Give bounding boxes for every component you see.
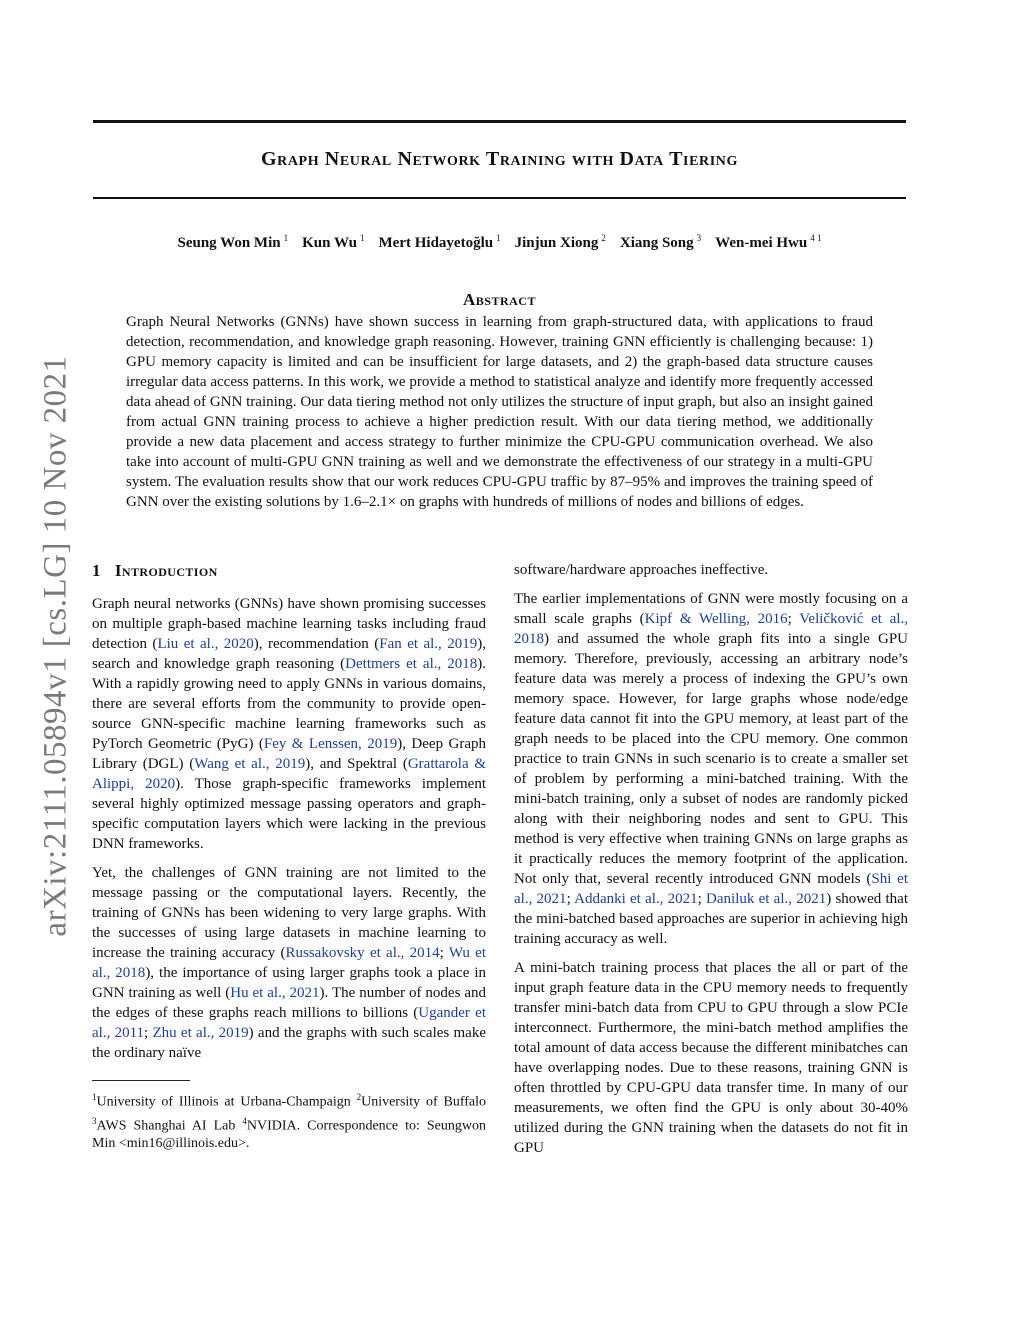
body-text: software/hardware approaches ineffective. bbox=[514, 562, 769, 578]
body-text: ). With a rapidly growing need to apply GNNs in various domains, there are several efforts from the community to provide open-source GNN-specific machine learning frameworks such as PyTorch Geometric (PyG) ( bbox=[92, 656, 486, 752]
paper-title: Graph Neural Network Training with Data Tiering bbox=[260, 148, 738, 170]
arxiv-watermark: arXiv:2111.05894v1 [cs.LG] 10 Nov 2021 bbox=[37, 355, 74, 937]
author bbox=[302, 235, 364, 251]
author-name: Kun Wu bbox=[302, 235, 358, 251]
citation-link[interactable]: Grattarola & Alippi, 2020 bbox=[92, 756, 487, 792]
title-bottom-rule bbox=[93, 197, 906, 199]
author-affiliation: 4 1 bbox=[810, 233, 822, 243]
citation-link[interactable]: Daniluk et al., 2021 bbox=[706, 891, 827, 907]
body-text: ) showed that the mini-batched based approaches are superior in achieving high training accuracy as well. bbox=[514, 891, 908, 947]
citation-link[interactable]: Fan et al., 2019 bbox=[379, 636, 478, 652]
citation-link[interactable]: Liu et al., 2020 bbox=[157, 636, 254, 652]
body-text: ), the importance of using larger graphs took a place in GNN training as well ( bbox=[92, 965, 486, 1001]
body-text: A mini-batch training process that places the all or part of the input graph feature data in the CPU memory needs to frequently transfer mini-batch data from CPU to GPU through a slow PCIe interconnect. Furthermore, the mini-batch method amplifies the total amount of data access because the different minibatches can have overlapping nodes. Due to these reasons, training GNN is often throttled by CPU-GPU data transfer time. In many of our measurements, we often find the GPU is only about 30-40% utilized during the GNN training when the datasets do not fit in GPU bbox=[514, 960, 908, 1156]
citation-link[interactable]: Shi et al., 2021 bbox=[514, 871, 909, 907]
intro-paragraph bbox=[92, 594, 486, 854]
author-name: Wen-mei Hwu bbox=[715, 235, 808, 251]
intro-paragraph bbox=[92, 863, 486, 1063]
author-affiliation: 1 bbox=[360, 233, 365, 243]
author-affiliation: 3 bbox=[696, 233, 702, 243]
citation-link[interactable]: Hu et al., 2021 bbox=[230, 985, 320, 1001]
section-title: Introduction bbox=[114, 561, 218, 580]
citation-link[interactable]: Veličković et al., 2018 bbox=[514, 611, 909, 647]
author-affiliation: 1 bbox=[283, 233, 289, 243]
citation-link[interactable]: Ugander et al., 2011 bbox=[92, 1005, 486, 1041]
affiliation-footnote: $^1$University of Illinois at Urbana-Champaign $^2$University of Buffalo $^3$AWS Shanghai AI Lab $^4$NVIDIA. Correspondence to: Seungwon Min <min16@illinois.edu>. bbox=[92, 1092, 487, 1152]
intro-paragraph bbox=[514, 589, 908, 949]
author bbox=[379, 235, 501, 251]
citation-link[interactable]: Dettmers et al., 2018 bbox=[345, 656, 478, 672]
citation-link[interactable]: Russakovsky et al., 2014 bbox=[285, 945, 440, 961]
author-list bbox=[93, 233, 906, 252]
intro-paragraph bbox=[514, 958, 908, 1158]
citation-link[interactable]: Fey & Lenssen, 2019 bbox=[263, 736, 398, 752]
title-top-rule bbox=[93, 120, 906, 123]
citation-link[interactable]: Wu et al., 2018 bbox=[92, 945, 487, 981]
citation-link[interactable]: Wang et al., 2019 bbox=[194, 756, 306, 772]
body-text: ). Those graph-specific frameworks implement several highly optimized message passing operators and graph-specific computation layers which were lacking in the previous DNN frameworks. bbox=[92, 776, 486, 852]
body-text: ), and Spektral ( bbox=[305, 756, 408, 772]
author-affiliation: 2 bbox=[601, 233, 606, 243]
body-text: Graph neural networks (GNNs) have shown promising successes on multiple graph-based machine learning tasks including fraud detection ( bbox=[92, 596, 486, 652]
section-heading bbox=[92, 561, 486, 581]
intro-paragraph bbox=[514, 560, 908, 580]
author bbox=[515, 235, 606, 251]
abstract-heading: Abstract bbox=[463, 290, 536, 309]
body-text: ; bbox=[144, 1025, 153, 1041]
author-name: Mert Hidayetoğlu bbox=[378, 235, 494, 251]
body-text: The earlier implementations of GNN were mostly focusing on a small scale graphs ( bbox=[514, 591, 908, 627]
body-text: ; bbox=[697, 891, 707, 907]
body-text: ). The number of nodes and the edges of these graphs reach millions to billions ( bbox=[92, 985, 487, 1021]
section-number: 1 bbox=[92, 561, 101, 580]
author-name: Xiang Song bbox=[619, 235, 694, 251]
author-name: Seung Won Min bbox=[177, 235, 281, 251]
abstract-text: Graph Neural Networks (GNNs) have shown success in learning from graph-structured data, with applications to fraud detection, recommendation, and knowledge graph reasoning. However, training GNN efficiently is challenging because: 1) GPU memory capacity is limited and can be insufficient for large datasets, and 2) the graph-based data structure causes irregular data access patterns. In this work, we provide a method to statistical analyze and identify more frequently accessed data ahead of GNN training. Our data tiering method not only utilizes the structure of input graph, but also an insight gained from actual GNN training process to achieve a higher prediction result. With our data tiering method, we additionally provide a new data placement and access strategy to further minimize the CPU-GPU communication overhead. We also take into account of multi-GPU GNN training as well and we demonstrate the effectiveness of our strategy in a multi-GPU system. The evaluation results show that our work reduces CPU-GPU traffic by 87–95% and improves the training speed of GNN over the existing solutions by 1.6–2.1× on graphs with hundreds of millions of nodes and billions of edges. bbox=[126, 314, 873, 510]
author bbox=[178, 235, 289, 251]
body-text: ), recommendation ( bbox=[253, 636, 380, 652]
body-text: ) and the graphs with such scales make the ordinary naïve bbox=[92, 1025, 486, 1061]
body-text: ; bbox=[787, 611, 800, 627]
citation-link[interactable]: Kipf & Welling, 2016 bbox=[644, 611, 788, 627]
body-text: Yet, the challenges of GNN training are not limited to the message passing or the computational layers. Recently, the training of GNNs has been widening to very large graphs. With the successes of using large datasets in machine learning to increase the training accuracy ( bbox=[92, 865, 486, 961]
footnote-divider bbox=[92, 1080, 190, 1081]
citation-link[interactable]: Zhu et al., 2019 bbox=[152, 1025, 249, 1041]
author bbox=[620, 235, 701, 251]
author-name: Jinjun Xiong bbox=[514, 235, 599, 251]
left-column bbox=[92, 560, 486, 1153]
right-column bbox=[514, 560, 908, 1158]
author bbox=[715, 235, 821, 251]
body-text: ; bbox=[566, 891, 575, 907]
body-text: ) and assumed the whole graph fits into a single GPU memory. Therefore, previously, accessing an arbitrary node’s feature data was merely a process of indexing the GPU’s own memory space. However, for large graphs whose node/edge feature data cannot fit into the GPU memory, at least part of the graph needs to be placed into the CPU memory. One common practice to train GNNs in such scenario is to create a smaller set of problem by performing a mini-batched training. With the mini-batch training, only a subset of nodes are randomly picked along with their neighboring nodes and sent to GPU. This method is very effective when training GNNs on large graphs as it practically reduces the memory footprint of the application. Not only that, several recently introduced GNN models ( bbox=[514, 631, 908, 887]
author-affiliation: 1 bbox=[496, 233, 501, 243]
body-text: ; bbox=[439, 945, 449, 961]
body-text: ), search and knowledge graph reasoning ( bbox=[92, 636, 486, 672]
citation-link[interactable]: Addanki et al., 2021 bbox=[574, 891, 698, 907]
body-text: ), Deep Graph Library (DGL) ( bbox=[92, 736, 486, 772]
